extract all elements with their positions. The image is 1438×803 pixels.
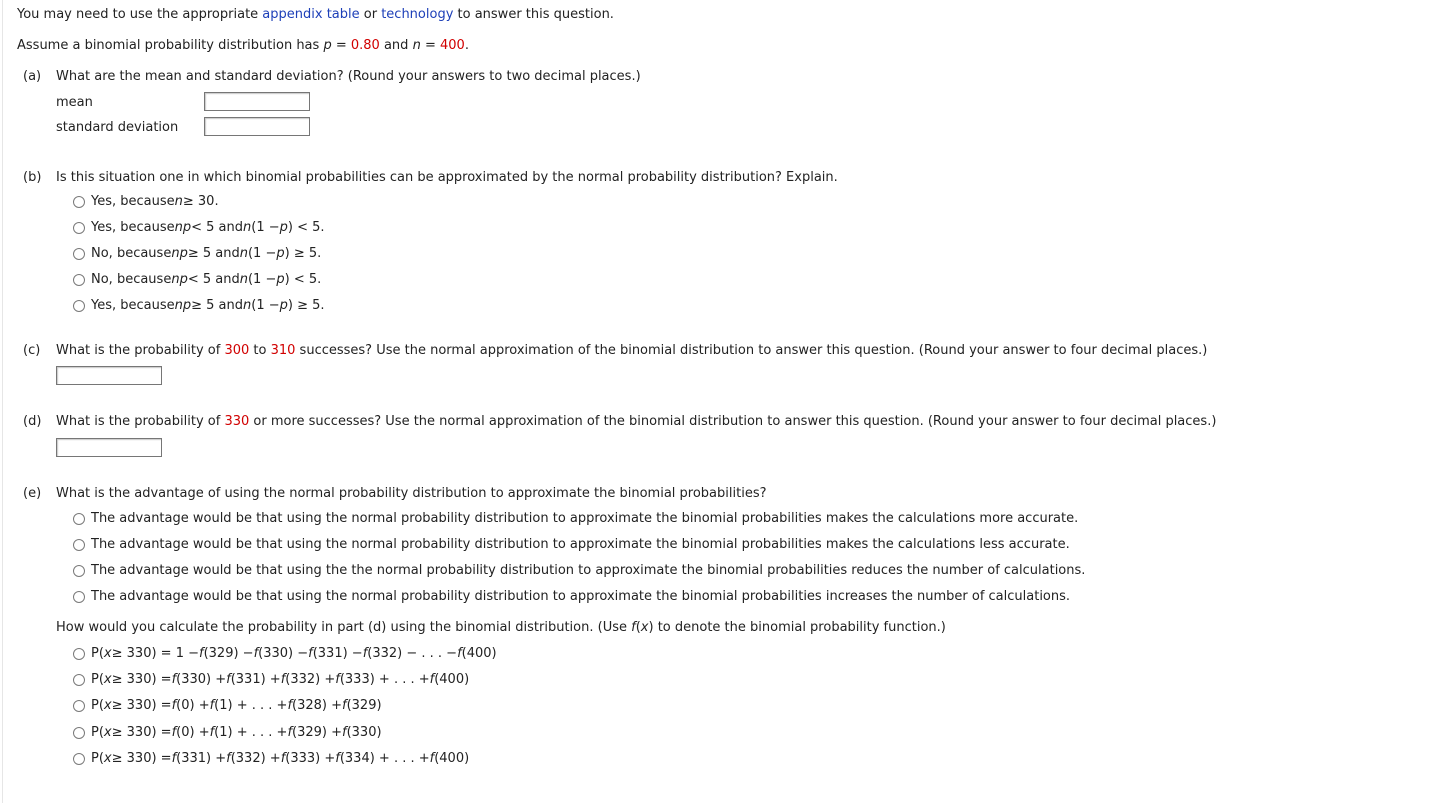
math-x: x <box>103 725 112 740</box>
formula-option-2[interactable] <box>73 672 469 687</box>
option-text: Yes, because <box>91 298 175 313</box>
part-b-question: Is this situation one in which binomial probabilities can be approximated by the normal probability distribution? Explain. <box>56 170 838 185</box>
option-text: The advantage would be that using the normal probability distribution to approximate the binomial probabilities makes the calculations less accurate. <box>91 537 1070 552</box>
math-p: p <box>279 298 288 313</box>
formula-text: P( <box>91 646 104 661</box>
question-text: successes? Use the normal approximation of the binomial distribution to answer this question. (Round your answer to four decimal places.) <box>295 343 1208 358</box>
math-f: f <box>287 698 293 713</box>
math-f: f <box>342 725 347 740</box>
math-f: f <box>253 646 259 661</box>
math-p: p <box>276 272 285 287</box>
formula-text: ≥ 330) = <box>111 725 172 740</box>
option-text: ≥ 5 and <box>187 246 240 261</box>
formula-text: P( <box>91 672 104 687</box>
part-b-option-4[interactable] <box>73 272 321 287</box>
formula-text: (1) + . . . + <box>214 698 288 713</box>
part-e-option-4[interactable] <box>73 589 1070 604</box>
part-e-option-1[interactable] <box>73 511 1078 526</box>
formula-text: P( <box>91 725 104 740</box>
part-c-question <box>56 343 1207 358</box>
assume-line <box>17 38 469 53</box>
n-value: 400 <box>439 38 465 53</box>
sd-input[interactable] <box>204 117 310 136</box>
formula-text: ≥ 330) = <box>111 751 172 766</box>
part-e-question: What is the advantage of using the normal probability distribution to approximate the binomial probabilities? <box>56 486 767 501</box>
math-f: f <box>429 672 435 687</box>
math-x: x <box>103 698 112 713</box>
formula-text: (330) <box>346 725 382 740</box>
formula-text: (333) + <box>285 751 336 766</box>
option-text: ) < 5. <box>284 272 322 287</box>
and-text: and <box>379 38 413 53</box>
math-x: x <box>103 751 112 766</box>
part-b-option-5[interactable] <box>73 298 325 313</box>
option-text: (1 − <box>247 272 277 287</box>
intro-or: or <box>359 7 382 22</box>
option-text: (1 − <box>247 246 277 261</box>
formula-text: (330) + <box>176 672 227 687</box>
math-f: f <box>342 698 347 713</box>
option-text: The advantage would be that using the the normal probability distribution to approximate the binomial probabilities reduces the number of calculations. <box>91 563 1086 578</box>
part-d-label: (d) <box>23 414 42 429</box>
paren: ) <box>648 620 654 635</box>
math-n: n <box>239 272 248 287</box>
math-n: n <box>239 246 248 261</box>
part-c-label: (c) <box>23 343 41 358</box>
part-e-label: (e) <box>23 486 42 501</box>
option-text: Yes, because <box>91 220 175 235</box>
p-symbol: p <box>323 38 332 53</box>
formula-text: (331) − <box>312 646 363 661</box>
math-f: f <box>362 646 368 661</box>
period: . <box>464 38 469 53</box>
radio-icon[interactable] <box>73 591 85 603</box>
formula-text: (400) <box>434 672 470 687</box>
question-text: to denote the binomial probability function.) <box>653 620 946 635</box>
formula-text: ≥ 330) = <box>111 672 172 687</box>
math-x: x <box>103 646 112 661</box>
value-330: 330 <box>224 414 250 429</box>
formula-text: (332) − . . . − <box>367 646 458 661</box>
radio-icon[interactable] <box>73 700 85 712</box>
equals: = <box>331 38 351 53</box>
option-text: ) ≥ 5. <box>287 298 325 313</box>
paren: ( <box>635 620 641 635</box>
formula-option-4[interactable] <box>73 725 382 740</box>
radio-icon[interactable] <box>73 727 85 739</box>
option-text: ) ≥ 5. <box>284 246 322 261</box>
part-e-option-2[interactable] <box>73 537 1070 552</box>
math-f: f <box>171 725 177 740</box>
intro-line <box>17 7 614 22</box>
radio-icon[interactable] <box>73 222 85 234</box>
formula-text: (329) + <box>292 725 342 740</box>
math-n: n <box>174 194 183 209</box>
part-b-option-1[interactable] <box>73 194 219 209</box>
formula-text: (400) <box>434 751 470 766</box>
formula-option-1[interactable] <box>73 646 497 661</box>
math-f: f <box>226 672 231 687</box>
p-value: 0.80 <box>350 38 380 53</box>
option-text: < 5 and <box>187 272 240 287</box>
part-d-question <box>56 414 1216 429</box>
math-f: f <box>457 646 462 661</box>
option-text: < 5 and <box>191 220 244 235</box>
formula-text: ≥ 330) = 1 − <box>111 646 199 661</box>
value-300: 300 <box>224 343 250 358</box>
formula-text: (334) + . . . + <box>339 751 430 766</box>
part-b-option-3[interactable] <box>73 246 321 261</box>
technology-link[interactable]: technology <box>381 7 454 22</box>
math-f: f <box>171 698 177 713</box>
math-np: np <box>174 298 192 313</box>
radio-icon[interactable] <box>73 274 85 286</box>
sd-label: standard deviation <box>56 120 179 135</box>
appendix-table-link[interactable]: appendix table <box>262 7 360 22</box>
option-text: Yes, because <box>91 194 175 209</box>
radio-icon[interactable] <box>73 300 85 312</box>
radio-icon[interactable] <box>73 513 85 525</box>
option-text: The advantage would be that using the normal probability distribution to approximate the binomial probabilities makes the calculations more accurate. <box>91 511 1079 526</box>
math-f: f <box>280 751 286 766</box>
question-text: How would you calculate the probability in part (d) using the binomial distribution. (Use <box>56 620 632 635</box>
formula-text: (328) + <box>292 698 342 713</box>
option-text: No, because <box>91 272 172 287</box>
math-f: f <box>335 751 340 766</box>
value-310: 310 <box>270 343 296 358</box>
math-f: f <box>209 725 215 740</box>
radio-icon[interactable] <box>73 565 85 577</box>
formula-text: (331) + <box>230 672 281 687</box>
math-f: f <box>287 725 293 740</box>
math-x: x <box>103 672 112 687</box>
math-np: np <box>174 220 192 235</box>
option-text: The advantage would be that using the normal probability distribution to approximate the binomial probabilities increases the number of calculations. <box>91 589 1071 604</box>
radio-icon[interactable] <box>73 196 85 208</box>
assume-text: Assume a binomial probability distribution has <box>17 38 324 53</box>
option-text: (1 − <box>251 298 280 313</box>
math-p: p <box>279 220 288 235</box>
formula-text: (329) − <box>203 646 254 661</box>
radio-icon[interactable] <box>73 248 85 260</box>
formula-text: (1) + . . . + <box>214 725 288 740</box>
mean-label: mean <box>56 95 93 110</box>
math-n: n <box>243 298 252 313</box>
formula-text: (0) + <box>176 725 210 740</box>
part-b-label: (b) <box>23 170 42 185</box>
formula-option-3[interactable] <box>73 698 382 713</box>
formula-text: (400) <box>461 646 497 661</box>
formula-text: (333) + . . . + <box>339 672 430 687</box>
option-text: ≥ 30. <box>182 194 219 209</box>
math-f: f <box>631 620 636 635</box>
part-e-option-3[interactable] <box>73 563 1085 578</box>
math-x: x <box>640 620 649 635</box>
part-e-question-2 <box>56 620 946 635</box>
n-symbol: n <box>412 38 421 53</box>
math-f: f <box>171 751 177 766</box>
formula-text: P( <box>91 751 104 766</box>
option-text: No, because <box>91 246 172 261</box>
math-f: f <box>209 698 215 713</box>
radio-icon[interactable] <box>73 539 85 551</box>
part-c-answer-input[interactable] <box>56 366 162 385</box>
intro-text: You may need to use the appropriate <box>17 7 263 22</box>
formula-text: (330) − <box>258 646 309 661</box>
part-d-answer-input[interactable] <box>56 438 162 457</box>
math-np: np <box>171 246 188 261</box>
formula-text: (331) + <box>176 751 227 766</box>
math-f: f <box>429 751 435 766</box>
option-text: (1 − <box>251 220 280 235</box>
intro-post: to answer this question. <box>453 7 614 22</box>
question-text: What is the probability of <box>56 343 225 358</box>
question-text: to <box>249 343 271 358</box>
formula-text: ≥ 330) = <box>111 698 172 713</box>
math-np: np <box>171 272 188 287</box>
mean-input[interactable] <box>204 92 310 111</box>
question-text: or more successes? Use the normal approximation of the binomial distribution to answer this question. (Round your answer to four decimal places.) <box>249 414 1217 429</box>
formula-text: (0) + <box>176 698 210 713</box>
math-f: f <box>226 751 231 766</box>
math-f: f <box>335 672 340 687</box>
formula-text: (332) + <box>285 672 336 687</box>
math-f: f <box>308 646 313 661</box>
radio-icon[interactable] <box>73 648 85 660</box>
math-f: f <box>171 672 177 687</box>
math-n: n <box>243 220 252 235</box>
part-b-option-2[interactable] <box>73 220 325 235</box>
option-text: ) < 5. <box>287 220 325 235</box>
formula-text: (329) <box>346 698 382 713</box>
math-p: p <box>276 246 285 261</box>
part-a-label: (a) <box>23 69 42 84</box>
radio-icon[interactable] <box>73 753 85 765</box>
option-text: ≥ 5 and <box>191 298 244 313</box>
equals: = <box>420 38 440 53</box>
radio-icon[interactable] <box>73 674 85 686</box>
question-text: What is the probability of <box>56 414 225 429</box>
formula-text: P( <box>91 698 104 713</box>
math-f: f <box>199 646 204 661</box>
math-f: f <box>280 672 286 687</box>
formula-option-5[interactable] <box>73 751 469 766</box>
formula-text: (332) + <box>230 751 281 766</box>
part-a-question: What are the mean and standard deviation? (Round your answers to two decimal places.) <box>56 69 641 84</box>
